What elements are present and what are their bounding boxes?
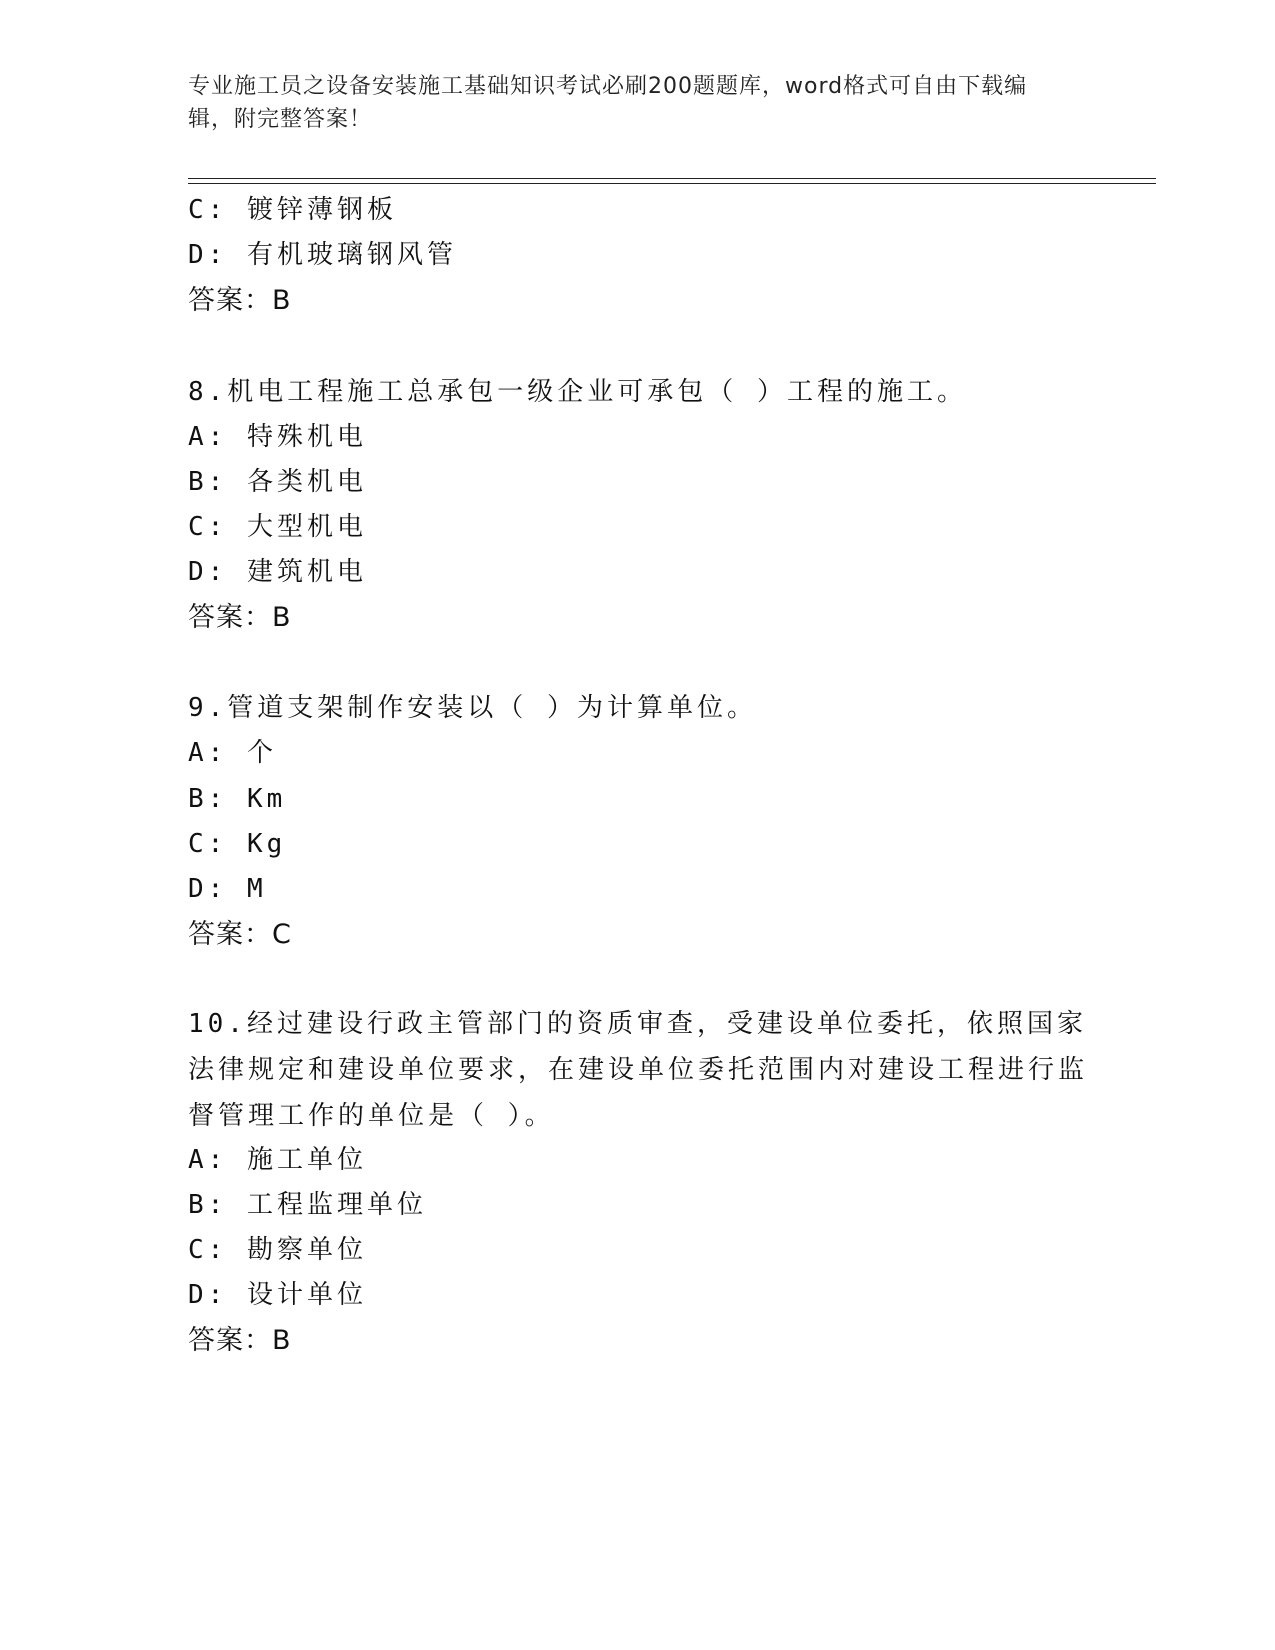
q8-option-a: A: 特殊机电 [188, 422, 367, 452]
q10-option-c: C: 勘察单位 [188, 1235, 367, 1265]
q9-option-a: A: 个 [188, 738, 277, 768]
q10-answer: 答案：B [188, 1325, 292, 1356]
q8-stem: 8.机电工程施工总承包一级企业可承包（ ）工程的施工。 [188, 377, 967, 407]
q10-option-a: A: 施工单位 [188, 1145, 367, 1175]
header-divider-bottom [188, 183, 1156, 184]
q8-option-b: B: 各类机电 [188, 467, 367, 497]
q9-answer: 答案：C [188, 919, 292, 950]
q7-option-d: D: 有机玻璃钢风管 [188, 240, 457, 270]
q9-option-c: C: Kg [188, 829, 287, 859]
q8-answer: 答案：B [188, 602, 292, 633]
q10-option-b: B: 工程监理单位 [188, 1190, 427, 1220]
q8-option-c: C: 大型机电 [188, 512, 367, 542]
q10-stem: 10.经过建设行政主管部门的资质审查，受建设单位委托，依照国家法律规定和建设单位要求，在建设单位委托范围内对建设工程进行监督管理工作的单位是（ ）。 [188, 1009, 1089, 1131]
q8-option-d: D: 建筑机电 [188, 557, 367, 587]
q9-stem: 9.管道支架制作安装以（ ）为计算单位。 [188, 693, 757, 723]
q7-answer: 答案：B [188, 285, 292, 316]
document-header: 专业施工员之设备安装施工基础知识考试必刷200题题库，word格式可自由下载编辑，附完整答案！ [188, 74, 1028, 132]
q10-option-d: D: 设计单位 [188, 1280, 367, 1310]
q9-option-b: B: Km [188, 784, 287, 814]
q7-option-c: C: 镀锌薄钢板 [188, 195, 397, 225]
q9-option-d: D: M [188, 874, 267, 904]
header-divider-top [188, 178, 1156, 179]
